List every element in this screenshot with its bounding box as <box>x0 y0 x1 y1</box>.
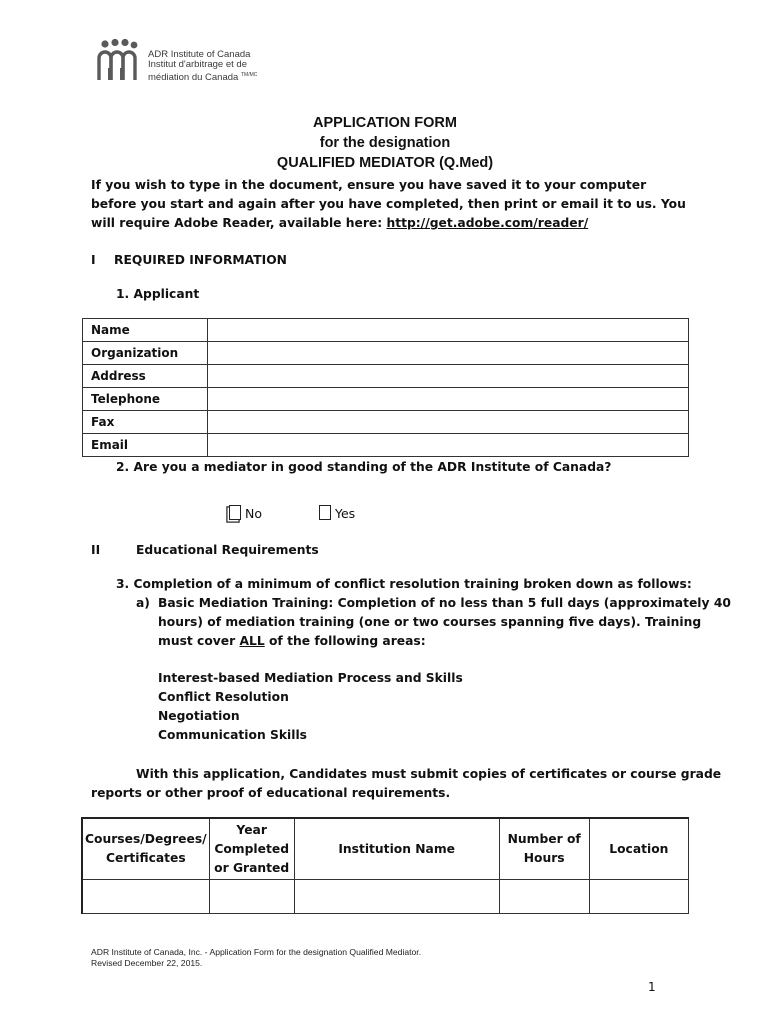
training-requirement: 3. Completion of a minimum of conflict resolution training broken down as follows: <box>116 577 692 591</box>
item-3a-line-2: hours) of mediation training (one or two courses spanning five days). Training <box>158 615 702 629</box>
col-year-line-1: Year <box>236 822 267 837</box>
hours-cell[interactable] <box>499 880 589 914</box>
list-item: Negotiation <box>158 709 240 723</box>
submit-instructions-line-2: reports or other proof of educational requirements. <box>91 786 451 800</box>
adobe-reader-link[interactable]: http://get.adobe.com/reader/ <box>386 216 589 230</box>
item-3a-all: ALL <box>239 634 265 648</box>
table-row <box>83 342 689 365</box>
section-1-heading: REQUIRED INFORMATION <box>114 253 287 267</box>
adr-logo-icon <box>97 38 139 82</box>
title-line-2: for the designation <box>319 135 451 151</box>
good-standing-question: 2. Are you a mediator in good standing of the ADR Institute of Canada? <box>116 460 612 474</box>
table-row <box>83 434 689 457</box>
organization-field[interactable] <box>208 342 689 365</box>
item-3a-line-3-pre: must cover <box>158 634 240 648</box>
applicant-heading: 1. Applicant <box>116 287 200 301</box>
yes-option[interactable] <box>319 505 355 523</box>
logo-line-3-text: médiation du Canada <box>148 72 239 84</box>
no-label: No <box>245 506 262 521</box>
item-3a-line-1: Basic Mediation Training: Completion of no less than 5 full days (approximately 40 <box>158 596 731 610</box>
list-item: Conflict Resolution <box>158 690 289 704</box>
col-hours-line-2: Hours <box>523 851 565 865</box>
footer-line-2: Revised December 22, 2015. <box>91 958 203 968</box>
section-1-numeral: I <box>91 253 96 267</box>
yes-label: Yes <box>335 506 356 521</box>
no-option[interactable] <box>229 505 262 523</box>
intro-paragraph <box>91 176 691 233</box>
col-courses-line-2: Certificates <box>105 851 186 865</box>
logo-line-2: Institut d'arbitrage et de <box>148 59 247 70</box>
table-row <box>82 880 689 914</box>
email-field[interactable] <box>208 434 689 457</box>
col-institution-header: Institution Name <box>294 818 499 880</box>
no-checkbox[interactable] <box>229 505 241 520</box>
year-cell[interactable] <box>209 880 294 914</box>
list-item: Communication Skills <box>158 728 307 742</box>
item-3a-line-3 <box>158 632 731 651</box>
col-courses-line-1: Courses/Degrees/ <box>85 832 207 846</box>
item-3a-marker: a) <box>136 596 150 610</box>
item-3a-text <box>158 594 731 651</box>
fax-field[interactable] <box>208 411 689 434</box>
table-row <box>83 319 689 342</box>
page-number: 1 <box>648 980 656 994</box>
table-header-row <box>82 818 689 880</box>
organization-label: Organization <box>83 342 208 365</box>
fax-label: Fax <box>83 411 208 434</box>
list-item: Interest-based Mediation Process and Skills <box>158 671 463 685</box>
footer-line-1: ADR Institute of Canada, Inc. - Application Form for the designation Qualified Mediator. <box>91 947 422 957</box>
section-2-numeral: II <box>91 543 101 557</box>
section-2-heading: Educational Requirements <box>136 543 319 557</box>
col-courses-header <box>82 818 209 880</box>
col-year-line-3: or Granted <box>214 860 290 875</box>
table-row <box>83 388 689 411</box>
education-table <box>81 817 689 914</box>
address-field[interactable] <box>208 365 689 388</box>
intro-text: If you wish to type in the document, ensure you have saved it to your computer before you start and again after you have completed, then print or email it to us. You will require Adobe Reader, available here: <box>91 178 686 230</box>
location-cell[interactable] <box>589 880 688 914</box>
title-line-3: QUALIFIED MEDIATOR (Q.Med) <box>276 155 494 171</box>
institution-cell[interactable] <box>294 880 499 914</box>
col-year-line-2: Completed <box>214 841 289 856</box>
address-label: Address <box>83 365 208 388</box>
yes-checkbox[interactable] <box>319 505 331 520</box>
logo-line-3 <box>148 70 257 83</box>
telephone-field[interactable] <box>208 388 689 411</box>
col-location-header: Location <box>589 818 688 880</box>
item-3a-line-3-post: of the following areas: <box>264 634 426 648</box>
telephone-label: Telephone <box>83 388 208 411</box>
title-line-1: APPLICATION FORM <box>313 115 457 131</box>
col-year-header <box>209 818 294 880</box>
col-hours-line-1: Number of <box>507 832 581 846</box>
logo-text <box>148 50 257 83</box>
training-areas-list <box>158 669 463 745</box>
logo-line-1: ADR Institute of Canada <box>148 49 251 60</box>
applicant-table <box>82 318 689 457</box>
email-label: Email <box>83 434 208 457</box>
page-footer <box>91 947 421 969</box>
name-label: Name <box>83 319 208 342</box>
courses-cell[interactable] <box>82 880 209 914</box>
col-hours-header <box>499 818 589 880</box>
logo-trademark: TM/MC <box>240 72 258 78</box>
name-field[interactable] <box>208 319 689 342</box>
table-row <box>83 411 689 434</box>
page-title <box>0 113 770 173</box>
submit-instructions-line-1: With this application, Candidates must submit copies of certificates or course grade <box>136 767 722 781</box>
table-row <box>83 365 689 388</box>
